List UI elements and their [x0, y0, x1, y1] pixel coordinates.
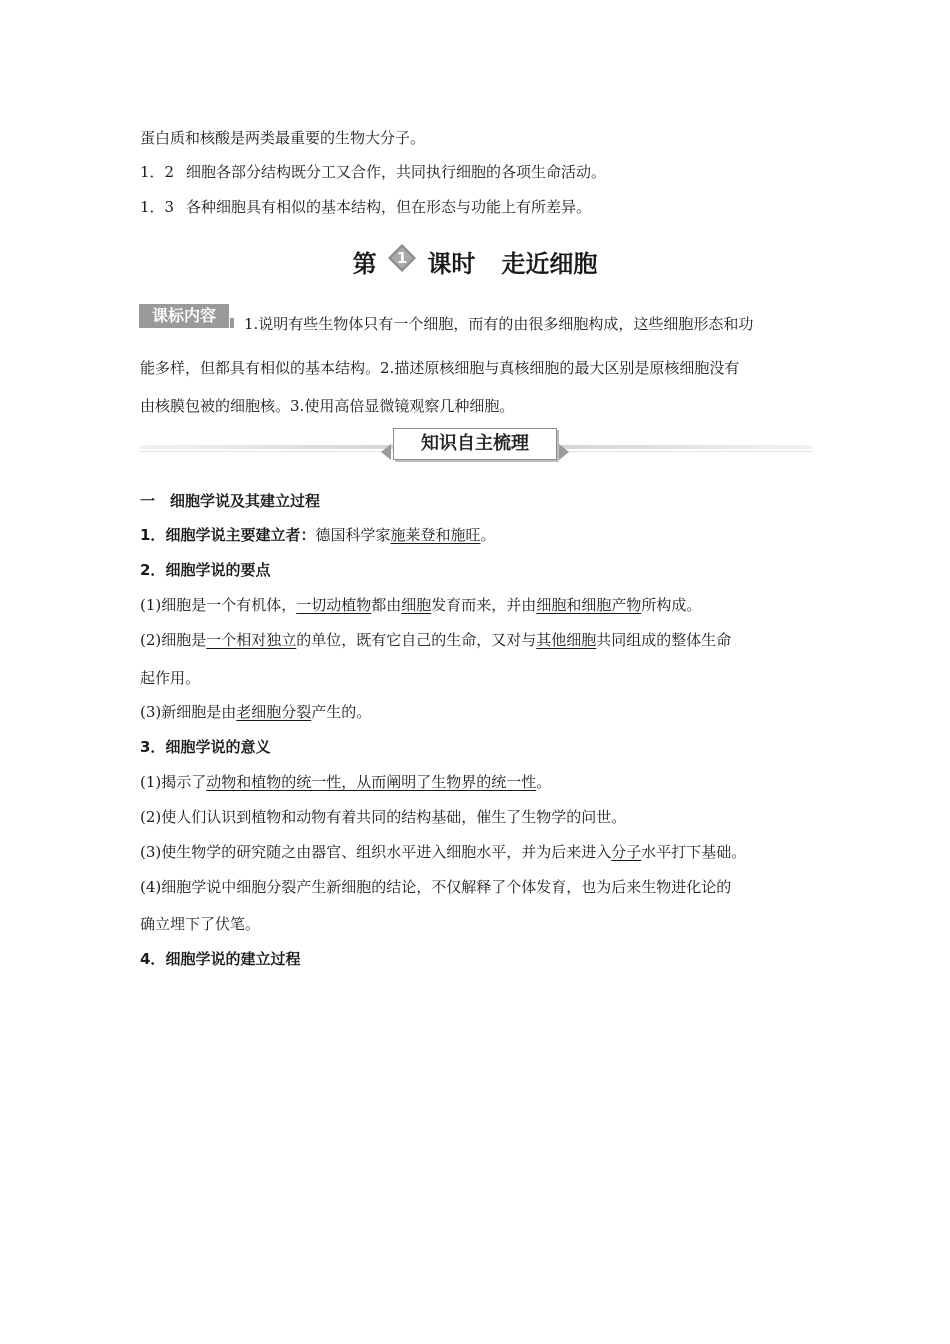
point-text: (1)细胞是一个有机体， [140, 596, 297, 614]
point-2 [140, 560, 270, 580]
lesson-number: 1 [396, 248, 408, 267]
banner-right-arrow-icon [559, 444, 569, 460]
point-number: 3． [140, 738, 166, 756]
point-3 [140, 737, 270, 757]
point-text: 德国科学家 [315, 526, 391, 544]
lesson-suffix: 课时 [427, 250, 476, 278]
diamond-badge-icon [387, 243, 417, 273]
answer-blank: 老细胞分裂 [236, 703, 312, 721]
standard-text-2: 能多样，但都具有相似的基本结构。2.描述原核细胞与真核细胞的最大区别是原核细胞没有 [140, 359, 740, 377]
item-text: 细胞各部分结构既分工又合作，共同执行细胞的各项生命活动。 [186, 163, 607, 181]
point-2-1 [140, 595, 701, 615]
point-number: 1． [140, 526, 166, 544]
answer-blank: 一切动植物 [296, 596, 372, 614]
point-text: 。 [480, 526, 496, 544]
point-2-3 [140, 702, 371, 722]
lesson-prefix: 第 [352, 250, 377, 278]
point-4 [140, 949, 300, 969]
point-3-4-cont: 确立埋下了伏笔。 [140, 915, 261, 933]
answer-blank: 分子 [611, 843, 642, 861]
point-text: 发育而来，并由 [431, 596, 537, 614]
point-text: 共同组成的整体生命 [596, 631, 732, 649]
point-text: (3)使生物学的研究随之由器官、组织水平进入细胞水平，并为后来进入 [140, 843, 612, 861]
point-text: 的单位，既有它自己的生命，又对与 [296, 631, 537, 649]
answer-blank: 一个相对独立 [206, 631, 297, 649]
lesson-name: 走近细胞 [501, 250, 598, 278]
point-label: 细胞学说的意义 [165, 738, 271, 756]
answer-blank: 施莱登和施旺 [390, 526, 481, 544]
point-text: (3)新细胞是由 [140, 703, 237, 721]
point-3-3 [140, 842, 746, 862]
standard-text-3: 由核膜包被的细胞核。3.使用高倍显微镜观察几种细胞。 [140, 397, 515, 415]
section-heading: 一 细胞学说及其建立过程 [140, 492, 321, 510]
section-banner [140, 426, 812, 466]
answer-blank: 其他细胞 [536, 631, 597, 649]
intro-line: 蛋白质和核酸是两类最重要的生物大分子。 [140, 129, 426, 147]
point-text: 都由 [371, 596, 402, 614]
point-text: (1)揭示了 [140, 773, 207, 791]
lesson-title [0, 244, 950, 280]
intro-item [140, 197, 591, 217]
point-2-2 [140, 630, 731, 650]
point-2-2-cont: 起作用。 [140, 669, 201, 687]
answer-blank: 动物和植物的统一性，从而阐明了生物界的统一性 [206, 773, 537, 791]
banner-label: 知识自主梳理 [393, 428, 557, 460]
lesson-number-badge [387, 243, 417, 273]
answer-blank: 细胞和细胞产物 [536, 596, 642, 614]
item-number: 1．3 [140, 198, 175, 216]
standard-tag: 课标内容 [139, 304, 229, 328]
point-3-4: (4)细胞学说中细胞分裂产生新细胞的结论，不仅解释了个体发育，也为后来生物进化论的 [140, 878, 732, 896]
point-3-2: (2)使人们认识到植物和动物有着共同的结构基础，催生了生物学的问世。 [140, 808, 627, 826]
tag-tail-decoration [230, 318, 234, 328]
item-text: 各种细胞具有相似的基本结构，但在形态与功能上有所差异。 [186, 198, 592, 216]
point-text: 水平打下基础。 [641, 843, 747, 861]
point-number: 4． [140, 950, 166, 968]
banner-left-arrow-icon [381, 444, 391, 460]
point-label: 细胞学说的要点 [165, 561, 271, 579]
intro-item [140, 162, 606, 182]
point-text: 。 [536, 773, 552, 791]
point-label: 细胞学说主要建立者： [165, 526, 316, 544]
answer-blank: 细胞 [401, 596, 432, 614]
point-text: (2)细胞是 [140, 631, 207, 649]
point-3-1 [140, 772, 551, 792]
point-text: 所构成。 [641, 596, 702, 614]
point-1 [140, 525, 496, 545]
item-number: 1．2 [140, 163, 175, 181]
point-number: 2． [140, 561, 166, 579]
point-label: 细胞学说的建立过程 [165, 950, 301, 968]
point-text: 产生的。 [311, 703, 372, 721]
standard-text-1: 1.说明有些生物体只有一个细胞，而有的由很多细胞构成，这些细胞形态和功 [244, 315, 754, 333]
